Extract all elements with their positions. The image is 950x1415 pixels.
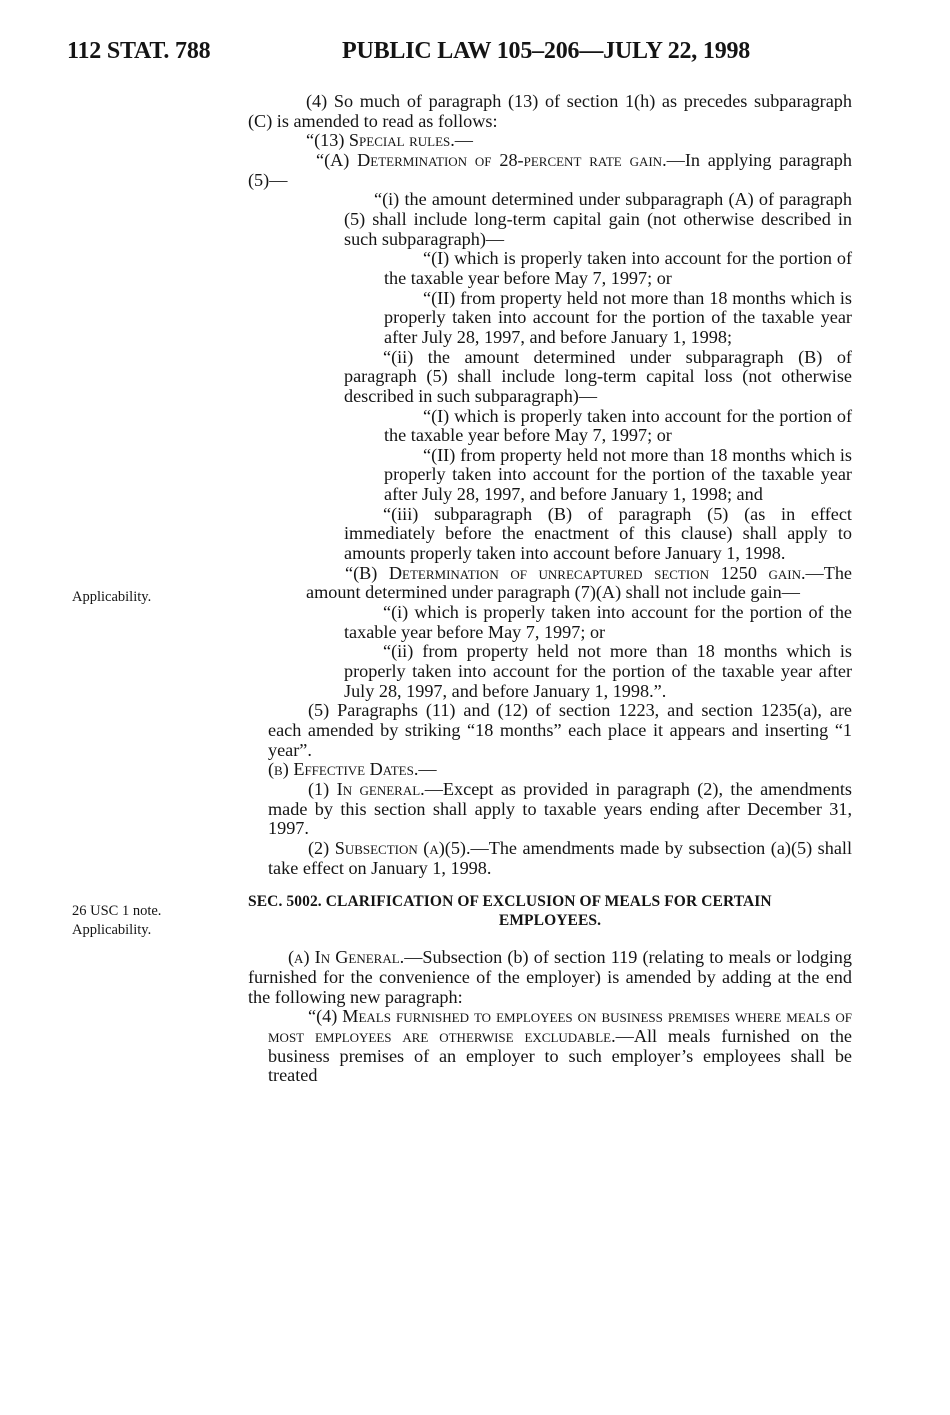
clause-b-ii: “(ii) from property held not more than 18 months which is properly taken into account for the portion of the taxable year after July 28, 1997, and before January 1, 1998.”.	[344, 641, 852, 701]
effective-dates-2	[248, 839, 852, 878]
special-rules-heading: “(13) Special rules.—	[306, 130, 473, 151]
section-title-line-2: EMPLOYEES.	[498, 912, 602, 930]
paragraph-5: (5) Paragraphs (11) and (12) of section 1223, and section 1235(a), are each amended by striking “18 months” each place it appears and inserting “1 year”.	[268, 700, 852, 760]
margin-note-applicability: Applicability.	[72, 589, 152, 605]
subsection-a5-heading: (2) Subsection (a)(5).—	[308, 837, 489, 858]
subparagraph-a-heading: “(A) Determination of 28-percent rate gain.—	[316, 149, 685, 170]
section-number: SEC. 5002.	[248, 893, 322, 911]
clause-a-i: “(i) the amount determined under subparagraph (A) of paragraph (5) shall include long-term capital gain (not otherwise described in such subparagraph)—	[344, 189, 852, 249]
subclause-a-ii-II: “(II) from property held not more than 18 months which is properly taken into account for the portion of the taxable year after July 28, 1997, and before January 1, 1998; and	[384, 444, 852, 505]
margin-note-applicability: Applicability.	[72, 922, 152, 938]
subclause-a-i-I: “(I) which is properly taken into account for the portion of the taxable year before May 7, 1997; or	[384, 248, 852, 288]
effective-dates-1-text: Except as provided in paragraph (2), the amendments made by this section shall apply to taxable years ending after December 31, 1997.	[268, 778, 853, 839]
section-heading	[248, 892, 852, 930]
clause-a-iii: “(iii) subparagraph (B) of paragraph (5) (as in effect immediately before the enactment of this clause) shall apply to amounts properly taken into account before January 1, 1998.	[344, 503, 852, 564]
paragraph-4: (4) So much of paragraph (13) of section 1(h) as precedes subparagraph (C) is amended to read as follows:	[248, 91, 852, 131]
page-header	[67, 38, 787, 72]
effective-dates-1	[248, 780, 852, 839]
subclause-a-i-II: “(II) from property held not more than 18 months which is properly taken into account for the portion of the taxable year after July 28, 1997, and before January 1, 1998;	[384, 287, 852, 347]
statute-text	[248, 92, 852, 1086]
subparagraph-b-heading: “(B) Determination of unrecaptured section 1250 gain.—	[345, 562, 824, 583]
subclause-a-ii-I: “(I) which is properly taken into account for the portion of the taxable year before May 7, 1997; or	[384, 405, 852, 446]
new-paragraph-4	[248, 1007, 852, 1086]
clause-a-ii: “(ii) the amount determined under subparagraph (B) of paragraph (5) shall include long-term capital loss (not otherwise described in such subparagraph)—	[344, 346, 852, 406]
new-paragraph-4-heading: “(4) Meals furnished to employees on business premises where meals of most employees are otherwise excludable.—	[268, 1006, 852, 1046]
in-general-heading: (1) In general.—	[308, 778, 443, 799]
new-paragraph-4-text: All meals furnished on the business premises of an employer to such employer’s employees shall be treated	[268, 1025, 852, 1086]
subparagraph-b	[248, 564, 852, 603]
subparagraph-b-text: The amount determined under paragraph (7)(A) shall not include gain—	[306, 562, 852, 603]
subsection-a-text: Subsection (b) of section 119 (relating to meals or lodging furnished for the convenience of the employer) is amended by adding at the end the following new paragraph:	[248, 947, 852, 1007]
subparagraph-a	[248, 151, 852, 190]
subsection-a	[248, 948, 852, 1007]
statute-citation: 112 STAT. 788	[67, 38, 211, 64]
public-law-title: PUBLIC LAW 105–206—JULY 22, 1998	[342, 38, 751, 64]
effective-dates-2-text: The amendments made by subsection (a)(5) shall take effect on January 1, 1998.	[268, 837, 853, 878]
subsection-a-heading: (a) In General.—	[288, 947, 423, 968]
subparagraph-a-text: In applying paragraph (5)—	[248, 149, 852, 190]
section-title-line-1: CLARIFICATION OF EXCLUSION OF MEALS FOR CERTAIN	[325, 893, 772, 911]
margin-note-usc: 26 USC 1 note.	[72, 903, 162, 919]
clause-b-i: “(i) which is properly taken into account for the portion of the taxable year before May 7, 1997; or	[344, 602, 852, 642]
effective-dates-heading: (b) Effective Dates.—	[268, 759, 437, 780]
